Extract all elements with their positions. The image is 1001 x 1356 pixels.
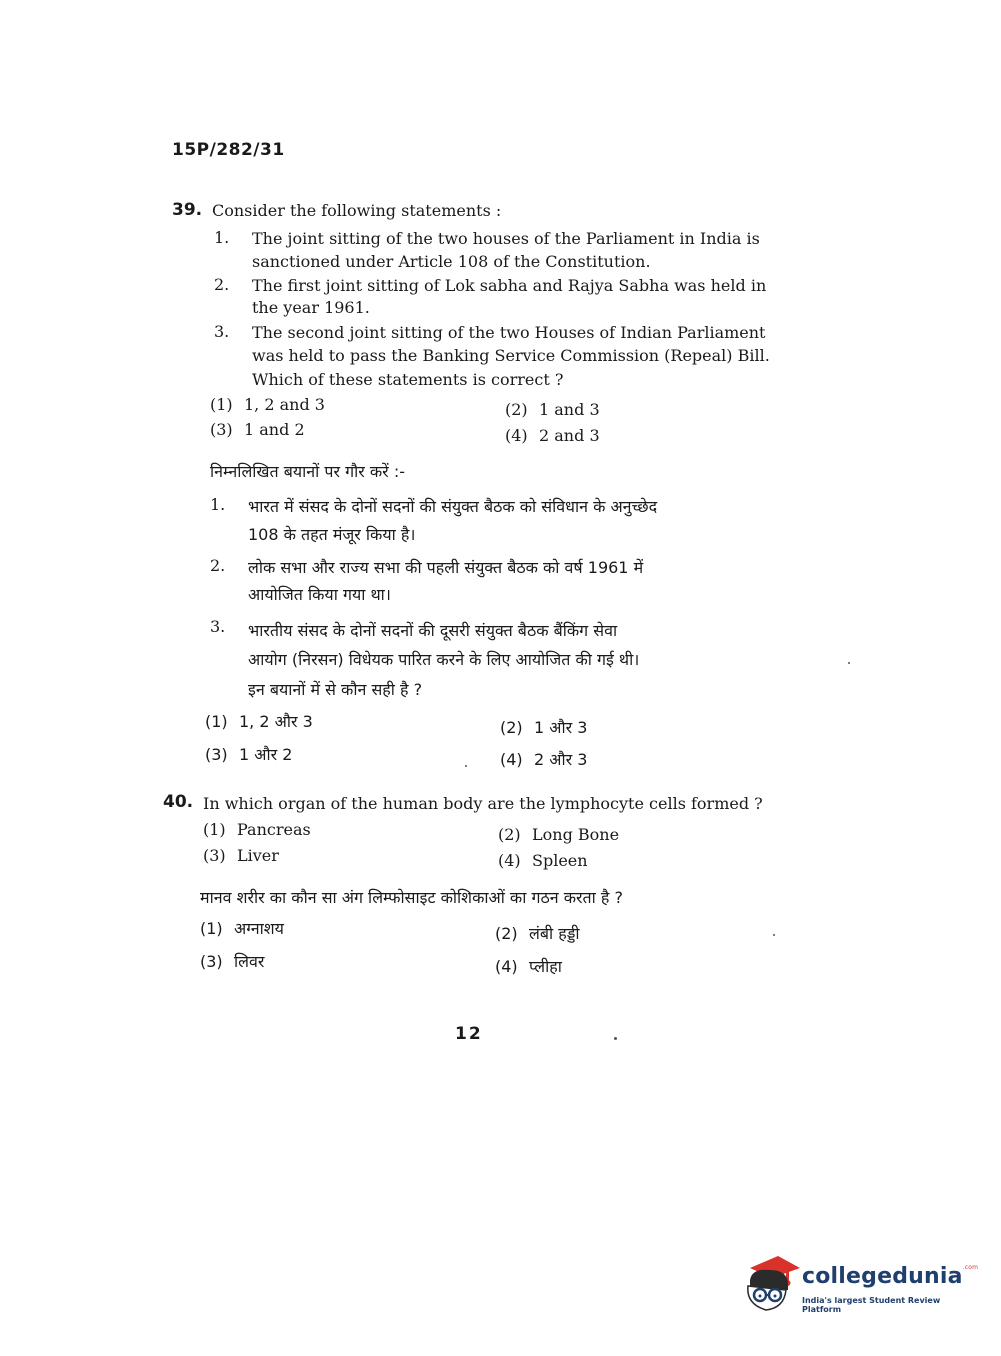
option-number: (3) [205,745,228,764]
brand-tagline: India's largest Student Review Platform [802,1296,941,1314]
brand-name-text: collegedunia [802,1264,963,1289]
question-39-prompt: Which of these statements is correct ? [252,370,564,389]
statement-text: The second joint sitting of the two Houses of Indian Parliament [252,323,766,342]
option-text: 1 and 3 [539,400,600,419]
brand-name [802,1264,978,1289]
option-number: (3) [200,952,223,971]
option-number: (3) [203,846,226,865]
statement-text: the year 1961. [252,298,370,317]
option-3 [210,420,305,439]
option-text: Pancreas [237,820,311,839]
question-40-stem: In which organ of the human body are the lymphocyte cells formed ? [203,794,763,813]
option-4 [505,426,600,445]
option-text: लंबी हड्डी [529,924,580,943]
hindi-statement-text: आयोजित किया गया था। [248,585,391,604]
option-number: (4) [495,957,518,976]
option-number: (4) [498,851,521,870]
page-number: 12 [455,1024,483,1044]
option-text: 2 और 3 [534,750,588,769]
option-text: Liver [237,846,279,865]
scan-speck [465,765,467,767]
option-number: (4) [500,750,523,769]
statement-text: The joint sitting of the two houses of the Parliament in India is [252,229,760,248]
statement-number: 1. [214,228,230,247]
hindi-option-3 [205,743,292,765]
statement-number: 2. [214,275,230,294]
option-text: लिवर [234,952,265,971]
option-number: (1) [203,820,226,839]
scan-speck [848,662,850,664]
statement-number: 3. [210,617,226,636]
option-number: (2) [495,924,518,943]
statement-text: The first joint sitting of Lok sabha and Rajya Sabha was held in [252,276,767,295]
statement-number: 1. [210,495,226,514]
hindi-question-39-prompt: इन बयानों में से कौन सही है ? [248,680,423,699]
hindi-option-2 [500,716,587,738]
paper-code: 15P/282/31 [172,140,285,160]
scan-speck [614,1037,617,1040]
hindi-option-3 [200,950,264,972]
option-2 [498,825,619,844]
hindi-option-4 [500,748,587,770]
statement-number: 2. [210,556,226,575]
statement-text: sanctioned under Article 108 of the Constitution. [252,252,651,271]
statement-number: 3. [214,322,230,341]
option-number: (1) [205,712,228,731]
option-number: (2) [500,718,523,737]
statement-text: was held to pass the Banking Service Commission (Repeal) Bill. [252,346,770,365]
option-text: Long Bone [532,825,620,844]
hindi-statement-text: आयोग (निरसन) विधेयक पारित करने के लिए आयोजित की गई थी। [248,650,640,669]
mascot-icon [742,1252,802,1314]
option-text: 1 and 2 [244,420,305,439]
scan-speck [773,934,775,936]
option-text: अग्नाशय [234,919,284,938]
option-number: (1) [210,395,233,414]
question-40-number: 40. [163,792,194,812]
option-number: (4) [505,426,528,445]
option-text: 2 and 3 [539,426,600,445]
hindi-statement-text: भारतीय संसद के दोनों सदनों की दूसरी संयुक्त बैठक बैंकिंग सेवा [248,621,618,640]
option-text: 1, 2 and 3 [244,395,325,414]
option-text: 1, 2 और 3 [239,712,313,731]
hindi-question-40-stem: मानव शरीर का कौन सा अंग लिम्फोसाइट कोशिकाओं का गठन करता है ? [200,888,623,907]
option-3 [203,846,279,865]
option-text: Spleen [532,851,588,870]
hindi-option-1 [205,710,313,732]
hindi-question-39-stem: निम्नलिखित बयानों पर गौर करें :- [210,462,405,481]
option-number: (2) [498,825,521,844]
hindi-option-2 [495,922,580,944]
option-number: (3) [210,420,233,439]
hindi-option-1 [200,917,284,939]
question-39-number: 39. [172,200,203,220]
collegedunia-logo[interactable] [742,1252,979,1324]
option-text: प्लीहा [529,957,562,976]
option-1 [210,395,325,414]
option-4 [498,851,588,870]
option-text: 1 और 2 [239,745,293,764]
hindi-statement-text: लोक सभा और राज्य सभा की पहली संयुक्त बैठक को वर्ष 1961 में [248,558,644,577]
brand-suffix: .com [962,1264,979,1271]
option-1 [203,820,311,839]
hindi-option-4 [495,955,562,977]
hindi-statement-text: 108 के तहत मंजूर किया है। [248,525,416,544]
hindi-statement-text: भारत में संसद के दोनों सदनों की संयुक्त बैठक को संविधान के अनुच्छेद [248,497,658,516]
option-text: 1 और 3 [534,718,588,737]
option-2 [505,400,600,419]
question-39-stem: Consider the following statements : [212,201,502,220]
option-number: (2) [505,400,528,419]
option-number: (1) [200,919,223,938]
